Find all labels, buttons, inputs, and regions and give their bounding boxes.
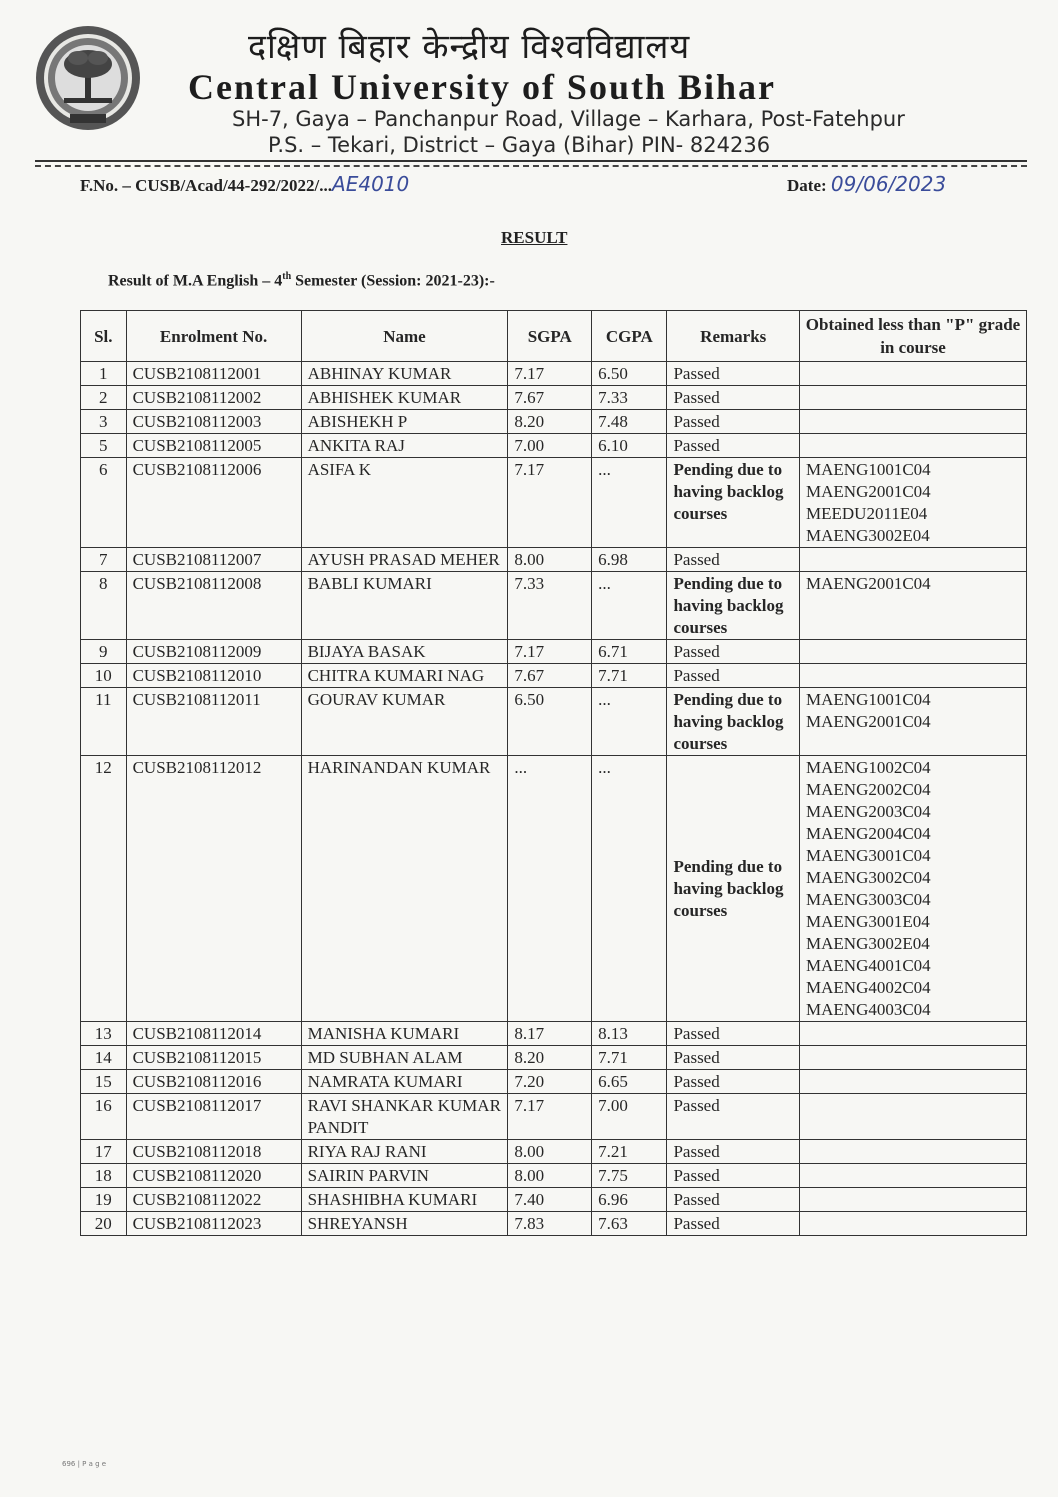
backlog-course-code: MAENG1001C04 — [806, 460, 931, 479]
cell-enrolment: CUSB2108112005 — [126, 434, 301, 458]
cell-remarks: Passed — [667, 386, 800, 410]
cell-name: BIJAYA BASAK — [301, 640, 508, 664]
cell-cgpa: ... — [592, 458, 667, 548]
cell-sgpa: 8.20 — [508, 410, 592, 434]
address-line-1: SH-7, Gaya – Panchanpur Road, Village – Karhara, Post-Fatehpur — [232, 107, 905, 131]
file-number-prefix: F.No. – CUSB/Acad/44-292/2022/... — [80, 176, 333, 195]
cell-backlog-courses — [800, 410, 1027, 434]
cell-name: SAIRIN PARVIN — [301, 1164, 508, 1188]
table-row — [81, 410, 1027, 434]
backlog-course-code: MAENG3002E04 — [806, 526, 930, 545]
cell-remarks: Passed — [667, 410, 800, 434]
cell-sgpa: 7.17 — [508, 640, 592, 664]
cell-enrolment: CUSB2108112008 — [126, 572, 301, 640]
cell-sl: 18 — [81, 1164, 127, 1188]
cell-backlog-courses — [800, 1140, 1027, 1164]
cell-sl: 3 — [81, 410, 127, 434]
cell-cgpa: 7.21 — [592, 1140, 667, 1164]
cell-remarks: Passed — [667, 548, 800, 572]
cell-sl: 12 — [81, 756, 127, 1022]
cell-backlog-courses — [800, 1188, 1027, 1212]
cell-cgpa: ... — [592, 572, 667, 640]
page-title: RESULT — [501, 228, 568, 247]
cell-enrolment: CUSB2108112016 — [126, 1070, 301, 1094]
result-subtitle — [108, 271, 495, 290]
cell-enrolment: CUSB2108112007 — [126, 548, 301, 572]
backlog-course-code: MAENG3001C04 — [806, 846, 931, 865]
cell-name: MD SUBHAN ALAM — [301, 1046, 508, 1070]
english-university-name: Central University of South Bihar — [188, 67, 776, 107]
header-sgpa: SGPA — [508, 311, 592, 362]
table-row — [81, 458, 1027, 548]
table-row — [81, 1094, 1027, 1140]
cell-name: AYUSH PRASAD MEHER — [301, 548, 508, 572]
table-row — [81, 548, 1027, 572]
cell-sgpa: 8.17 — [508, 1022, 592, 1046]
cell-backlog-courses — [800, 434, 1027, 458]
backlog-course-code: MAENG4003C04 — [806, 1000, 931, 1019]
backlog-course-code: MAENG2001C04 — [806, 712, 931, 731]
cell-enrolment: CUSB2108112001 — [126, 362, 301, 386]
cell-name: NAMRATA KUMARI — [301, 1070, 508, 1094]
cell-enrolment: CUSB2108112012 — [126, 756, 301, 1022]
backlog-course-code: MEEDU2011E04 — [806, 504, 928, 523]
header-divider-dashed — [35, 165, 1027, 167]
cell-name: HARINANDAN KUMAR — [301, 756, 508, 1022]
header-obtained: Obtained less than "P" grade in course — [800, 311, 1027, 362]
cell-name: ABISHEKH P — [301, 410, 508, 434]
cell-sgpa: 7.17 — [508, 1094, 592, 1140]
cell-sl: 7 — [81, 548, 127, 572]
cell-backlog-courses — [800, 1070, 1027, 1094]
table-row — [81, 386, 1027, 410]
backlog-course-code: MAENG3001E04 — [806, 912, 930, 931]
cell-cgpa: 6.50 — [592, 362, 667, 386]
cell-backlog-courses — [800, 1212, 1027, 1236]
backlog-course-code: MAENG4002C04 — [806, 978, 931, 997]
cell-remarks: Passed — [667, 1164, 800, 1188]
subtitle-text-tail: Semester (Session: 2021-23):- — [291, 272, 495, 290]
cell-sgpa: 7.67 — [508, 386, 592, 410]
cell-remarks: Passed — [667, 1022, 800, 1046]
cell-cgpa: 6.71 — [592, 640, 667, 664]
university-seal-icon — [34, 24, 142, 132]
cell-sgpa: 8.00 — [508, 1164, 592, 1188]
cell-cgpa: 6.98 — [592, 548, 667, 572]
cell-cgpa: 7.48 — [592, 410, 667, 434]
cell-cgpa: 7.00 — [592, 1094, 667, 1140]
backlog-course-code: MAENG3002E04 — [806, 934, 930, 953]
cell-sgpa: 7.67 — [508, 664, 592, 688]
cell-cgpa: 6.65 — [592, 1070, 667, 1094]
cell-enrolment: CUSB2108112006 — [126, 458, 301, 548]
subtitle-superscript: th — [282, 271, 292, 282]
table-row — [81, 1164, 1027, 1188]
backlog-course-code: MAENG2003C04 — [806, 802, 931, 821]
cell-cgpa: ... — [592, 688, 667, 756]
header-divider — [35, 160, 1027, 162]
cell-backlog-courses — [800, 1046, 1027, 1070]
cell-sl: 2 — [81, 386, 127, 410]
cell-remarks: Passed — [667, 434, 800, 458]
backlog-course-code: MAENG2001C04 — [806, 574, 931, 593]
cell-remarks: Passed — [667, 1070, 800, 1094]
table-row — [81, 756, 1027, 1022]
backlog-course-code: MAENG2002C04 — [806, 780, 931, 799]
cell-name: ASIFA K — [301, 458, 508, 548]
file-number — [80, 172, 409, 196]
cell-sl: 11 — [81, 688, 127, 756]
cell-name: BABLI KUMARI — [301, 572, 508, 640]
cell-name: MANISHA KUMARI — [301, 1022, 508, 1046]
cell-enrolment: CUSB2108112009 — [126, 640, 301, 664]
cell-sl: 14 — [81, 1046, 127, 1070]
cell-sgpa: 8.20 — [508, 1046, 592, 1070]
header-name: Name — [301, 311, 508, 362]
cell-remarks: Passed — [667, 362, 800, 386]
cell-sl: 16 — [81, 1094, 127, 1140]
cell-enrolment: CUSB2108112023 — [126, 1212, 301, 1236]
cell-sgpa: 7.83 — [508, 1212, 592, 1236]
cell-sl: 6 — [81, 458, 127, 548]
header-cgpa: CGPA — [592, 311, 667, 362]
cell-cgpa: 7.63 — [592, 1212, 667, 1236]
cell-enrolment: CUSB2108112014 — [126, 1022, 301, 1046]
cell-name: SHASHIBHA KUMARI — [301, 1188, 508, 1212]
cell-remarks: Passed — [667, 640, 800, 664]
cell-cgpa: 7.71 — [592, 1046, 667, 1070]
page-marker: 696 | P a g e — [62, 1460, 107, 1468]
cell-cgpa: 7.75 — [592, 1164, 667, 1188]
cell-sl: 19 — [81, 1188, 127, 1212]
cell-name: SHREYANSH — [301, 1212, 508, 1236]
backlog-course-code: MAENG2001C04 — [806, 482, 931, 501]
issue-date — [787, 172, 946, 196]
result-table — [80, 310, 1027, 1236]
cell-backlog-courses — [800, 458, 1027, 548]
cell-sgpa: 7.17 — [508, 362, 592, 386]
cell-sgpa: 6.50 — [508, 688, 592, 756]
cell-remarks: Passed — [667, 1094, 800, 1140]
cell-cgpa: 6.96 — [592, 1188, 667, 1212]
cell-sl: 15 — [81, 1070, 127, 1094]
cell-enrolment: CUSB2108112002 — [126, 386, 301, 410]
cell-backlog-courses — [800, 572, 1027, 640]
backlog-course-code: MAENG4001C04 — [806, 956, 931, 975]
table-row — [81, 1022, 1027, 1046]
table-row — [81, 1188, 1027, 1212]
cell-remarks: Pending due to having backlog courses — [667, 756, 800, 1022]
header-remarks: Remarks — [667, 311, 800, 362]
cell-name: RAVI SHANKAR KUMAR PANDIT — [301, 1094, 508, 1140]
cell-sgpa: 7.40 — [508, 1188, 592, 1212]
cell-backlog-courses — [800, 1022, 1027, 1046]
cell-backlog-courses — [800, 386, 1027, 410]
cell-sl: 5 — [81, 434, 127, 458]
table-row — [81, 688, 1027, 756]
cell-remarks: Passed — [667, 1140, 800, 1164]
cell-backlog-courses — [800, 664, 1027, 688]
cell-sgpa: 7.17 — [508, 458, 592, 548]
cell-backlog-courses — [800, 688, 1027, 756]
backlog-course-code: MAENG3003C04 — [806, 890, 931, 909]
address-line-2: P.S. – Tekari, District – Gaya (Bihar) PIN- 824236 — [268, 133, 771, 157]
backlog-course-code: MAENG3002C04 — [806, 868, 931, 887]
cell-sgpa: 8.00 — [508, 1140, 592, 1164]
table-row — [81, 434, 1027, 458]
cell-name: CHITRA KUMARI NAG — [301, 664, 508, 688]
table-row — [81, 1140, 1027, 1164]
cell-remarks: Passed — [667, 1212, 800, 1236]
cell-enrolment: CUSB2108112018 — [126, 1140, 301, 1164]
cell-backlog-courses — [800, 362, 1027, 386]
table-row — [81, 1046, 1027, 1070]
cell-sl: 17 — [81, 1140, 127, 1164]
cell-backlog-courses — [800, 640, 1027, 664]
cell-remarks: Passed — [667, 664, 800, 688]
cell-sgpa: 7.33 — [508, 572, 592, 640]
cell-backlog-courses — [800, 548, 1027, 572]
cell-cgpa: 7.71 — [592, 664, 667, 688]
cell-sgpa: ... — [508, 756, 592, 1022]
backlog-course-code: MAENG1001C04 — [806, 690, 931, 709]
cell-enrolment: CUSB2108112022 — [126, 1188, 301, 1212]
cell-name: ANKITA RAJ — [301, 434, 508, 458]
cell-enrolment: CUSB2108112015 — [126, 1046, 301, 1070]
cell-remarks: Pending due to having backlog courses — [667, 458, 800, 548]
cell-remarks: Pending due to having backlog courses — [667, 688, 800, 756]
cell-remarks: Passed — [667, 1046, 800, 1070]
cell-name: GOURAV KUMAR — [301, 688, 508, 756]
cell-sgpa: 8.00 — [508, 548, 592, 572]
cell-backlog-courses — [800, 756, 1027, 1022]
cell-cgpa: 6.10 — [592, 434, 667, 458]
backlog-course-code: MAENG1002C04 — [806, 758, 931, 777]
table-row — [81, 1070, 1027, 1094]
cell-sl: 9 — [81, 640, 127, 664]
header-enrolment: Enrolment No. — [126, 311, 301, 362]
cell-backlog-courses — [800, 1164, 1027, 1188]
cell-cgpa: 8.13 — [592, 1022, 667, 1046]
backlog-course-code: MAENG2004C04 — [806, 824, 931, 843]
subtitle-text: Result of M.A English – 4 — [108, 272, 283, 290]
table-row — [81, 362, 1027, 386]
cell-remarks: Pending due to having backlog courses — [667, 572, 800, 640]
table-row — [81, 664, 1027, 688]
cell-backlog-courses — [800, 1094, 1027, 1140]
cell-enrolment: CUSB2108112010 — [126, 664, 301, 688]
table-row — [81, 1212, 1027, 1236]
file-number-handwritten: AE4010 — [332, 172, 410, 196]
cell-sl: 20 — [81, 1212, 127, 1236]
cell-name: ABHINAY KUMAR — [301, 362, 508, 386]
cell-name: RIYA RAJ RANI — [301, 1140, 508, 1164]
date-label: Date: — [787, 176, 831, 195]
cell-sl: 13 — [81, 1022, 127, 1046]
cell-sl: 1 — [81, 362, 127, 386]
cell-enrolment: CUSB2108112017 — [126, 1094, 301, 1140]
cell-sgpa: 7.00 — [508, 434, 592, 458]
result-table-body — [81, 362, 1027, 1236]
cell-sl: 8 — [81, 572, 127, 640]
table-row — [81, 572, 1027, 640]
hindi-university-name: दक्षिण बिहार केन्द्रीय विश्वविद्यालय — [248, 27, 691, 67]
cell-sl: 10 — [81, 664, 127, 688]
cell-enrolment: CUSB2108112011 — [126, 688, 301, 756]
date-handwritten: 09/06/2023 — [830, 172, 947, 196]
cell-cgpa: ... — [592, 756, 667, 1022]
cell-enrolment: CUSB2108112003 — [126, 410, 301, 434]
cell-enrolment: CUSB2108112020 — [126, 1164, 301, 1188]
header-sl: Sl. — [81, 311, 127, 362]
table-row — [81, 640, 1027, 664]
cell-cgpa: 7.33 — [592, 386, 667, 410]
cell-sgpa: 7.20 — [508, 1070, 592, 1094]
cell-name: ABHISHEK KUMAR — [301, 386, 508, 410]
table-header-row — [81, 311, 1027, 362]
cell-remarks: Passed — [667, 1188, 800, 1212]
